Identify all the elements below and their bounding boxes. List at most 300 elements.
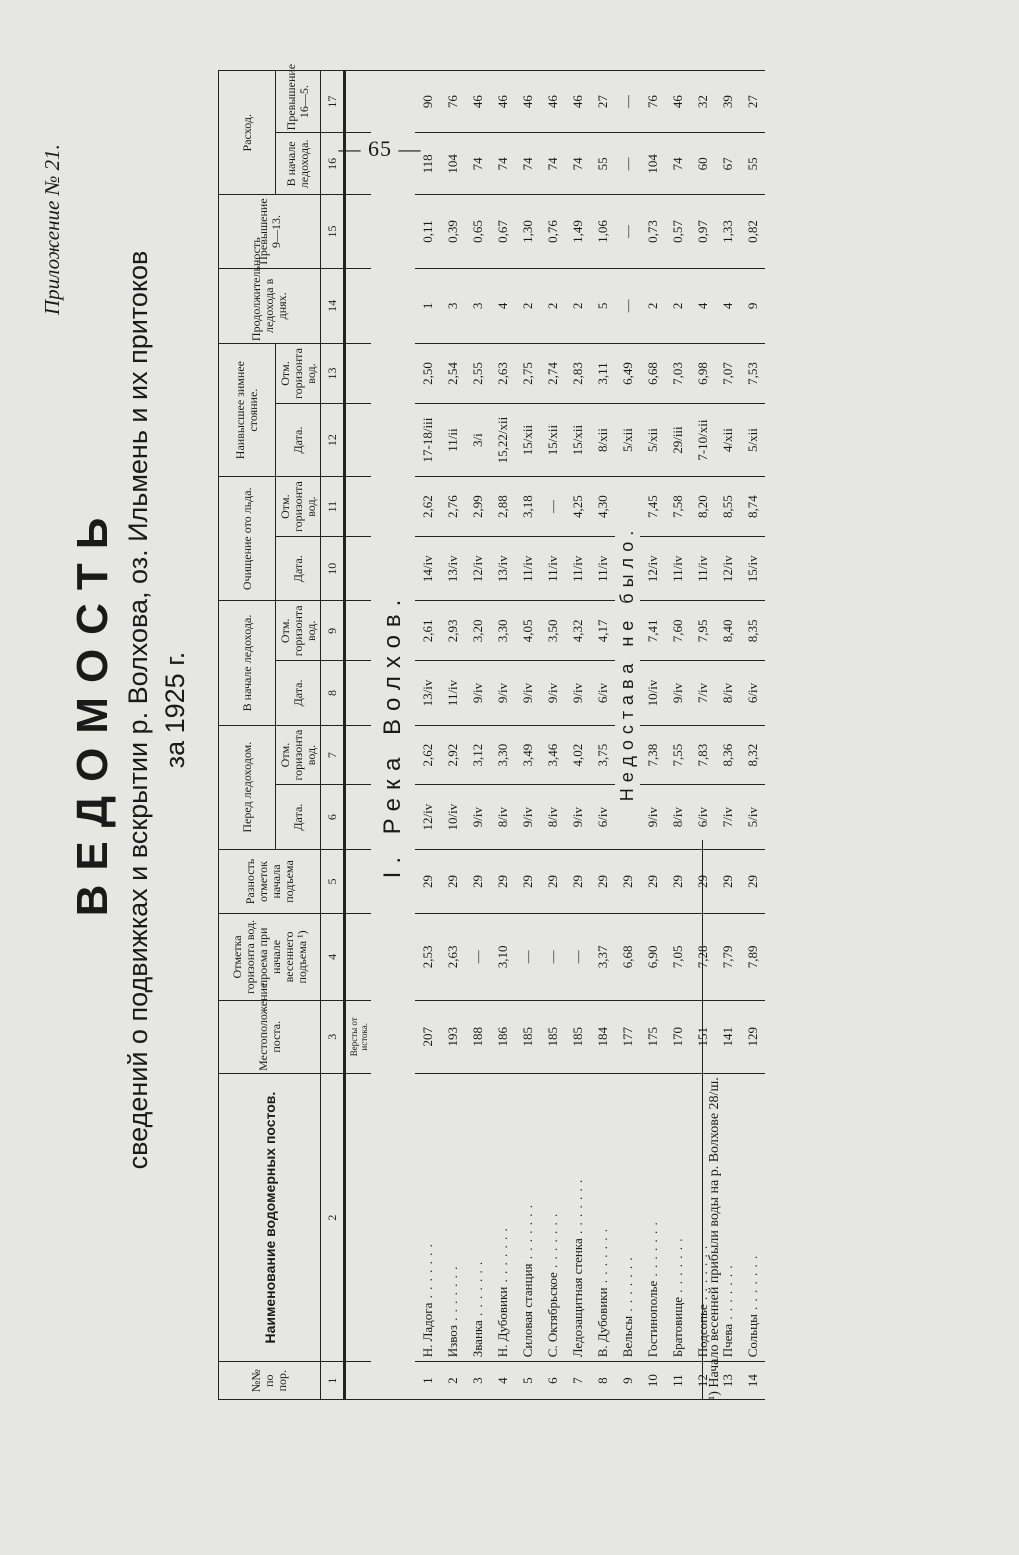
cell-c11: 2,62 bbox=[415, 477, 440, 537]
cell-dist: 177 bbox=[615, 1000, 640, 1073]
column-number: 8 bbox=[321, 661, 345, 725]
cell-c9: 4,17 bbox=[590, 601, 615, 661]
cell-n: 10 bbox=[640, 1362, 665, 1400]
cell-c14: 9 bbox=[740, 268, 765, 343]
cell-c11: 8,55 bbox=[715, 477, 740, 537]
cell-name: В. Дубовики . . . . . . . bbox=[590, 1073, 615, 1361]
cell-d8: 9/iv bbox=[490, 661, 515, 725]
header-col15: Превышение 9—13. bbox=[219, 195, 321, 268]
cell-c9: 8,40 bbox=[715, 601, 740, 661]
table-row bbox=[440, 71, 465, 1400]
table-row bbox=[590, 71, 615, 1400]
cell-c5: 29 bbox=[490, 849, 515, 913]
cell-dist: 129 bbox=[740, 1000, 765, 1073]
cell-c9: 7,41 bbox=[640, 601, 665, 661]
column-number: 3 bbox=[321, 1000, 345, 1073]
cell-c9: 3,50 bbox=[540, 601, 565, 661]
cell-c5: 29 bbox=[515, 849, 540, 913]
cell-name: Н. Дубовики . . . . . . . bbox=[490, 1073, 515, 1361]
cell-c13: 2,74 bbox=[540, 344, 565, 404]
cell-n: 7 bbox=[565, 1362, 590, 1400]
column-number: 17 bbox=[321, 71, 345, 133]
cell-c5: 29 bbox=[690, 849, 715, 913]
cell-c5: 29 bbox=[615, 849, 640, 913]
cell-c7: 3,30 bbox=[490, 725, 515, 785]
header-col16: В начале ледохода. bbox=[276, 133, 321, 195]
cell-d8: 13/iv bbox=[415, 661, 440, 725]
cell-c17: 76 bbox=[440, 71, 465, 133]
cell-n: 13 bbox=[715, 1362, 740, 1400]
cell-d12: 17-18/iii bbox=[415, 403, 440, 476]
header-col14: Продолжительность ледохода в днях. bbox=[219, 268, 321, 343]
cell-c13: 2,83 bbox=[565, 344, 590, 404]
cell-c7: 3,75 bbox=[590, 725, 615, 785]
header-date-10: Дата. bbox=[276, 537, 321, 601]
cell-c9: 2,93 bbox=[440, 601, 465, 661]
cell-c4: 7,79 bbox=[715, 914, 740, 1001]
table-row bbox=[665, 71, 690, 1400]
cell-c5: 29 bbox=[415, 849, 440, 913]
cell-c5: 29 bbox=[665, 849, 690, 913]
cell-d12: 11/ii bbox=[440, 403, 465, 476]
cell-d10: 12/iv bbox=[715, 537, 740, 601]
cell-c16: 104 bbox=[440, 133, 465, 195]
cell-c17: 76 bbox=[640, 71, 665, 133]
cell-c16: 74 bbox=[465, 133, 490, 195]
dot-leader: . . . . . . . bbox=[594, 1227, 610, 1288]
header-col17: Превышение 16—5. bbox=[276, 71, 321, 133]
column-number: 9 bbox=[321, 601, 345, 661]
cell-c17: 27 bbox=[590, 71, 615, 133]
cell-c16: 55 bbox=[740, 133, 765, 195]
cell-d10: 11/iv bbox=[565, 537, 590, 601]
cell-c14: 3 bbox=[465, 268, 490, 343]
cell-c7: 4,02 bbox=[565, 725, 590, 785]
dot-leader: . . . . . . . bbox=[694, 1244, 710, 1305]
cell-n: 4 bbox=[490, 1362, 515, 1400]
table-row bbox=[540, 71, 565, 1400]
rotated-page bbox=[30, 10, 850, 1410]
header-date-6: Дата. bbox=[276, 785, 321, 849]
cell-c16: 60 bbox=[690, 133, 715, 195]
cell-c15: — bbox=[615, 195, 640, 268]
cell-c7: 8,32 bbox=[740, 725, 765, 785]
cell-c13: 6,68 bbox=[640, 344, 665, 404]
cell-c5: 29 bbox=[715, 849, 740, 913]
cell-c15: 1,06 bbox=[590, 195, 615, 268]
cell-c15: 0,39 bbox=[440, 195, 465, 268]
cell-c16: 74 bbox=[565, 133, 590, 195]
column-number: 4 bbox=[321, 914, 345, 1001]
cell-name: Сольцы . . . . . . . bbox=[740, 1073, 765, 1361]
cell-n: 5 bbox=[515, 1362, 540, 1400]
cell-c9: 3,30 bbox=[490, 601, 515, 661]
document-subtitle: сведений о подвижках и вскрытии р. Волхова, оз. Ильмень и их притоков bbox=[123, 250, 153, 1170]
cell-d10: 12/iv bbox=[465, 537, 490, 601]
cell-name: С. Октябрьское . . . . . . . bbox=[540, 1073, 565, 1361]
column-number: 13 bbox=[321, 344, 345, 404]
cell-c7: 3,12 bbox=[465, 725, 490, 785]
cell-c7: 7,83 bbox=[690, 725, 715, 785]
table-row bbox=[415, 71, 440, 1400]
cell-d6: 9/iv bbox=[515, 785, 540, 849]
column-number: 1 bbox=[321, 1362, 345, 1400]
cell-d10: 15/iv bbox=[740, 537, 765, 601]
cell-d8: 6/iv bbox=[740, 661, 765, 725]
cell-c5: 29 bbox=[740, 849, 765, 913]
cell-c4: — bbox=[465, 914, 490, 1001]
cell-c13: 2,55 bbox=[465, 344, 490, 404]
cell-dist: 207 bbox=[415, 1000, 440, 1073]
cell-d10: 14/iv bbox=[415, 537, 440, 601]
cell-c5: 29 bbox=[465, 849, 490, 913]
cell-d10: 11/iv bbox=[590, 537, 615, 601]
cell-c14: 4 bbox=[490, 268, 515, 343]
cell-c16: 74 bbox=[515, 133, 540, 195]
header-col1: №№ по пор. bbox=[219, 1362, 321, 1400]
cell-c14: — bbox=[615, 268, 640, 343]
cell-c11: 7,45 bbox=[640, 477, 665, 537]
section-title: I. Река Волхов. bbox=[371, 71, 415, 1400]
cell-d8: 9/iv bbox=[515, 661, 540, 725]
cell-dist: 141 bbox=[715, 1000, 740, 1073]
cell-d12: 7-10/xii bbox=[690, 403, 715, 476]
cell-name: Гостинополье . . . . . . . bbox=[640, 1073, 665, 1361]
data-table-wrap bbox=[218, 63, 765, 1400]
cell-name: Братовище . . . . . . . bbox=[665, 1073, 690, 1361]
cell-c11: 2,76 bbox=[440, 477, 465, 537]
cell-c7: 3,49 bbox=[515, 725, 540, 785]
cell-c14: 2 bbox=[515, 268, 540, 343]
cell-d12: 4/xii bbox=[715, 403, 740, 476]
cell-c11: 4,30 bbox=[590, 477, 615, 537]
cell-dist: 193 bbox=[440, 1000, 465, 1073]
cell-c7: 8,36 bbox=[715, 725, 740, 785]
cell-dist: 188 bbox=[465, 1000, 490, 1073]
cell-c16: 67 bbox=[715, 133, 740, 195]
cell-c17: 46 bbox=[540, 71, 565, 133]
column-number: 11 bbox=[321, 477, 345, 537]
cell-d10: 11/iv bbox=[665, 537, 690, 601]
cell-c16: — bbox=[615, 133, 640, 195]
cell-c5: 29 bbox=[640, 849, 665, 913]
cell-d12: 15/xii bbox=[565, 403, 590, 476]
cell-d6: 5/iv bbox=[740, 785, 765, 849]
cell-c17: 27 bbox=[740, 71, 765, 133]
document-title: ВЕДОМОСТЬ bbox=[68, 503, 117, 917]
cell-dist: 170 bbox=[665, 1000, 690, 1073]
cell-d6: 9/iv bbox=[640, 785, 665, 849]
column-number: 16 bbox=[321, 133, 345, 195]
cell-c14: 4 bbox=[690, 268, 715, 343]
cell-c13: 7,53 bbox=[740, 344, 765, 404]
cell-name: Званка . . . . . . . bbox=[465, 1073, 490, 1361]
cell-c4: 2,63 bbox=[440, 914, 465, 1001]
cell-name: Ледозащитная стенка . . . . . . . bbox=[565, 1073, 590, 1361]
cell-c7: 2,92 bbox=[440, 725, 465, 785]
dot-leader: . . . . . . . bbox=[519, 1203, 535, 1264]
cell-name: Подсопье . . . . . . . bbox=[690, 1073, 715, 1361]
cell-c17: 39 bbox=[715, 71, 740, 133]
cell-c13: 2,50 bbox=[415, 344, 440, 404]
dot-leader: . . . . . . . bbox=[669, 1237, 685, 1297]
cell-d6: 8/iv bbox=[490, 785, 515, 849]
cell-c17: 90 bbox=[415, 71, 440, 133]
cell-d8: 9/iv bbox=[565, 661, 590, 725]
table-row bbox=[515, 71, 540, 1400]
cell-c13: 2,75 bbox=[515, 344, 540, 404]
cell-c13: 2,63 bbox=[490, 344, 515, 404]
cell-c15: 1,33 bbox=[715, 195, 740, 268]
header-col4: Отметка горизонта вод. проема при начале весеннего подъема ¹) bbox=[219, 914, 321, 1001]
cell-dist: 151 bbox=[690, 1000, 715, 1073]
header-col2: Наименование водомерных постов. bbox=[219, 1073, 321, 1361]
header-col5: Разность отметок начала подъема bbox=[219, 849, 321, 913]
cell-c9: 7,95 bbox=[690, 601, 715, 661]
cell-dist: 185 bbox=[540, 1000, 565, 1073]
cell-c16: 118 bbox=[415, 133, 440, 195]
column-number-row bbox=[321, 71, 345, 1400]
cell-c9: 4,05 bbox=[515, 601, 540, 661]
cell-c14: 2 bbox=[665, 268, 690, 343]
cell-c4: 3,37 bbox=[590, 914, 615, 1001]
footnote: ¹) Начало весенней прибыли воды на р. Волхове 28/ш. bbox=[702, 840, 723, 1400]
document-year: за 1925 г. bbox=[160, 651, 190, 769]
cell-d12: 3/i bbox=[465, 403, 490, 476]
cell-d6: 12/iv bbox=[415, 785, 440, 849]
cell-c4: 7,28 bbox=[690, 914, 715, 1001]
cell-d6: 6/iv bbox=[590, 785, 615, 849]
cell-c11: 8,20 bbox=[690, 477, 715, 537]
header-col3: Местоположение поста. bbox=[219, 1000, 321, 1073]
cell-c13: 7,07 bbox=[715, 344, 740, 404]
cell-d12: 29/iii bbox=[665, 403, 690, 476]
cell-d12: 15/xii bbox=[540, 403, 565, 476]
cell-d12: 15/xii bbox=[515, 403, 540, 476]
cell-c11: 4,25 bbox=[565, 477, 590, 537]
dist-note-row bbox=[345, 71, 372, 1400]
dot-leader: . . . . . . . bbox=[569, 1178, 585, 1239]
cell-n: 9 bbox=[615, 1362, 640, 1400]
cell-d8: 9/iv bbox=[665, 661, 690, 725]
cell-c15: 0,65 bbox=[465, 195, 490, 268]
dot-leader: . . . . . . . bbox=[744, 1254, 760, 1315]
column-number: 14 bbox=[321, 268, 345, 343]
dot-leader: . . . . . . . bbox=[469, 1260, 485, 1321]
cell-c15: 0,57 bbox=[665, 195, 690, 268]
section-row bbox=[371, 71, 415, 1400]
cell-d6: 6/iv bbox=[690, 785, 715, 849]
cell-d10: 12/iv bbox=[640, 537, 665, 601]
column-number: 7 bbox=[321, 725, 345, 785]
cell-n: 6 bbox=[540, 1362, 565, 1400]
cell-c14: 2 bbox=[565, 268, 590, 343]
column-number: 5 bbox=[321, 849, 345, 913]
cell-c15: 0,67 bbox=[490, 195, 515, 268]
cell-d10: 13/iv bbox=[490, 537, 515, 601]
dot-leader: . . . . . . . bbox=[444, 1265, 460, 1326]
cell-c17: 46 bbox=[515, 71, 540, 133]
column-number: 12 bbox=[321, 403, 345, 476]
column-number: 10 bbox=[321, 537, 345, 601]
cell-d8: 11/iv bbox=[440, 661, 465, 725]
cell-c11: — bbox=[540, 477, 565, 537]
merged-note: Недостава не было. bbox=[615, 477, 640, 850]
cell-c4: 7,89 bbox=[740, 914, 765, 1001]
cell-c15: 0,73 bbox=[640, 195, 665, 268]
table-row bbox=[565, 71, 590, 1400]
dot-leader: . . . . . . . bbox=[419, 1243, 435, 1303]
cell-c17: 46 bbox=[465, 71, 490, 133]
cell-c7: 7,55 bbox=[665, 725, 690, 785]
cell-name: Пчева . . . . . . . bbox=[715, 1073, 740, 1361]
cell-c16: 74 bbox=[490, 133, 515, 195]
cell-d10: 11/iv bbox=[690, 537, 715, 601]
cell-c5: 29 bbox=[565, 849, 590, 913]
cell-name: Извоз . . . . . . . bbox=[440, 1073, 465, 1361]
cell-d8: 10/iv bbox=[640, 661, 665, 725]
cell-c4: 2,53 bbox=[415, 914, 440, 1001]
header-group-winter: Наивысшее зимнее стояние. bbox=[219, 344, 276, 477]
cell-c4: 7,05 bbox=[665, 914, 690, 1001]
cell-c9: 2,61 bbox=[415, 601, 440, 661]
table-row bbox=[615, 71, 640, 1400]
cell-c5: 29 bbox=[440, 849, 465, 913]
cell-c14: 3 bbox=[440, 268, 465, 343]
cell-c4: 6,90 bbox=[640, 914, 665, 1001]
dist-note: Версты от истока. bbox=[345, 1000, 372, 1073]
cell-d10: 11/iv bbox=[515, 537, 540, 601]
cell-n: 3 bbox=[465, 1362, 490, 1400]
cell-c4: — bbox=[540, 914, 565, 1001]
cell-d8: 9/iv bbox=[540, 661, 565, 725]
cell-c11: 2,99 bbox=[465, 477, 490, 537]
cell-c4: 6,68 bbox=[615, 914, 640, 1001]
data-table bbox=[218, 63, 765, 1400]
dot-leader: . . . . . . . bbox=[644, 1221, 660, 1281]
cell-c4: — bbox=[515, 914, 540, 1001]
header-level-11: Отм. горизонта вод. bbox=[276, 477, 321, 537]
cell-c15: 0,82 bbox=[740, 195, 765, 268]
cell-d12: 5/xii bbox=[615, 403, 640, 476]
cell-d8: 8/iv bbox=[715, 661, 740, 725]
cell-d8: 6/iv bbox=[590, 661, 615, 725]
table-row bbox=[640, 71, 665, 1400]
cell-c7: 3,46 bbox=[540, 725, 565, 785]
dot-leader: . . . . . . . bbox=[619, 1256, 635, 1316]
cell-n: 14 bbox=[740, 1362, 765, 1400]
cell-d6: 7/iv bbox=[715, 785, 740, 849]
cell-name: Вельсы . . . . . . . bbox=[615, 1073, 640, 1361]
cell-d6: 9/iv bbox=[465, 785, 490, 849]
cell-d12: 5/xii bbox=[740, 403, 765, 476]
cell-c14: 1 bbox=[415, 268, 440, 343]
cell-dist: 184 bbox=[590, 1000, 615, 1073]
column-number: 15 bbox=[321, 195, 345, 268]
cell-c4: 3,10 bbox=[490, 914, 515, 1001]
cell-name: Силовая станция . . . . . . . bbox=[515, 1073, 540, 1361]
cell-n: 2 bbox=[440, 1362, 465, 1400]
cell-name: Н. Ладога . . . . . . . bbox=[415, 1073, 440, 1361]
cell-c9: 8,35 bbox=[740, 601, 765, 661]
header-group-flow: Расход. bbox=[219, 71, 276, 195]
table-row bbox=[465, 71, 490, 1400]
cell-d8: 7/iv bbox=[690, 661, 715, 725]
header-date-12: Дата. bbox=[276, 403, 321, 476]
cell-d6: 8/iv bbox=[540, 785, 565, 849]
cell-c9: 7,60 bbox=[665, 601, 690, 661]
cell-dist: 186 bbox=[490, 1000, 515, 1073]
cell-c15: 0,76 bbox=[540, 195, 565, 268]
cell-n: 1 bbox=[415, 1362, 440, 1400]
header-group-clear: Очищение ото льда. bbox=[219, 477, 276, 601]
cell-d12: 15,22/xii bbox=[490, 403, 515, 476]
cell-c16: 55 bbox=[590, 133, 615, 195]
cell-c15: 0,97 bbox=[690, 195, 715, 268]
cell-c15: 0,11 bbox=[415, 195, 440, 268]
cell-c14: 5 bbox=[590, 268, 615, 343]
cell-dist: 185 bbox=[515, 1000, 540, 1073]
appendix-label: Приложение № 21. bbox=[40, 144, 64, 315]
cell-c11: 7,58 bbox=[665, 477, 690, 537]
cell-n: 8 bbox=[590, 1362, 615, 1400]
cell-c9: 4,32 bbox=[565, 601, 590, 661]
table-row bbox=[740, 71, 765, 1400]
cell-c17: 32 bbox=[690, 71, 715, 133]
cell-c14: 4 bbox=[715, 268, 740, 343]
cell-d6: 9/iv bbox=[565, 785, 590, 849]
cell-d8: 9/iv bbox=[465, 661, 490, 725]
dot-leader: . . . . . . . bbox=[494, 1227, 510, 1287]
table-row bbox=[490, 71, 515, 1400]
cell-c16: 74 bbox=[665, 133, 690, 195]
cell-d12: 5/xii bbox=[640, 403, 665, 476]
header-group-start: В начале ледохода. bbox=[219, 601, 276, 725]
cell-c17: 46 bbox=[490, 71, 515, 133]
column-number: 2 bbox=[321, 1073, 345, 1361]
cell-d6: 8/iv bbox=[665, 785, 690, 849]
header-level-9: Отм. горизонта вод. bbox=[276, 601, 321, 661]
column-number: 6 bbox=[321, 785, 345, 849]
cell-d10: 11/iv bbox=[540, 537, 565, 601]
cell-d6: 10/iv bbox=[440, 785, 465, 849]
cell-c11: 3,18 bbox=[515, 477, 540, 537]
cell-c11: 8,74 bbox=[740, 477, 765, 537]
cell-c17: — bbox=[615, 71, 640, 133]
cell-c13: 7,03 bbox=[665, 344, 690, 404]
cell-c7: 2,62 bbox=[415, 725, 440, 785]
cell-c13: 6,98 bbox=[690, 344, 715, 404]
dot-leader: . . . . . . . bbox=[544, 1212, 560, 1273]
cell-c17: 46 bbox=[565, 71, 590, 133]
cell-dist: 185 bbox=[565, 1000, 590, 1073]
cell-c16: 74 bbox=[540, 133, 565, 195]
cell-c11: 2,88 bbox=[490, 477, 515, 537]
header-level-7: Отм. горизонта вод. bbox=[276, 725, 321, 785]
page-number: — 65 — bbox=[338, 136, 422, 161]
cell-c4: — bbox=[565, 914, 590, 1001]
cell-c9: 3,20 bbox=[465, 601, 490, 661]
cell-c13: 3,11 bbox=[590, 344, 615, 404]
dot-leader: . . . . . . . bbox=[719, 1264, 735, 1324]
cell-c7: 7,38 bbox=[640, 725, 665, 785]
cell-c14: 2 bbox=[640, 268, 665, 343]
cell-n: 11 bbox=[665, 1362, 690, 1400]
cell-c15: 1,30 bbox=[515, 195, 540, 268]
cell-d10: 13/iv bbox=[440, 537, 465, 601]
cell-c17: 46 bbox=[665, 71, 690, 133]
cell-dist: 175 bbox=[640, 1000, 665, 1073]
